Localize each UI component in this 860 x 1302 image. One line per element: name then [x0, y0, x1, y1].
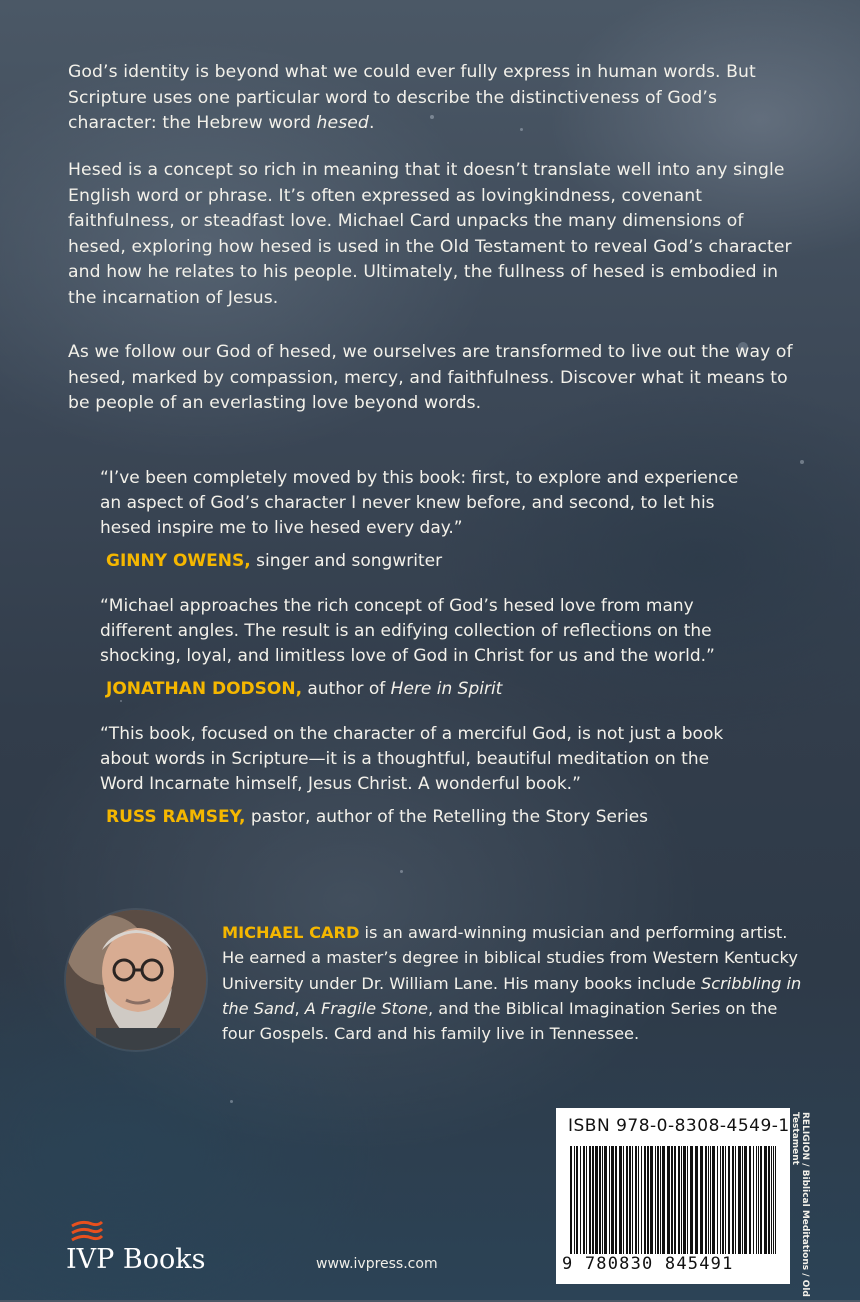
isbn-digits: 9 780830 845491 [562, 1254, 734, 1274]
author-name: MICHAEL CARD [222, 923, 360, 942]
publisher-url[interactable]: www.ivpress.com [316, 1256, 438, 1272]
endorsement-quote-2: “Michael approaches the rich concept of God’s hesed love from many different angles. The result is an edifying collection of reflections on the shocking, loyal, and limitless love of God in Christ for us and the world.” [100, 596, 715, 666]
author-photo [66, 910, 206, 1050]
description-paragraph-2: Hesed is a concept so rich in meaning that it doesn’t translate well into any single English word or phrase. It’s often expressed as lovingkindness, covenant faithfulness, or steadfast love. Michael Card unpacks the many dimensions of hesed, exploring how hesed is used in the Old Testament to reveal God’s character and how he relates to his people. Ultimately, the fullness of hesed is embodied in the incarnation of Jesus. [68, 160, 792, 308]
endorsement-quote-3: “This book, focused on the character of a merciful God, is not just a book about words in Scripture—it is a thoughtful, beautiful meditation on the Word Incarnate himself, Jesus Christ. A wonderful book.” [100, 724, 724, 794]
description-paragraph-3: As we follow our God of hesed, we ourselves are transformed to live out the way of hesed, marked by compassion, mercy, and faithfulness. Discover what it means to be people of an everlasting love beyond words. [68, 342, 793, 413]
endorser-name: JONATHAN DODSON, [106, 679, 303, 699]
publisher-logo [66, 1218, 216, 1280]
category-label: RELIGION / Biblical Meditations / Old Testament [790, 1112, 810, 1297]
publisher-name: IVP Books [66, 1244, 206, 1275]
endorsement-attribution-2: JONATHAN DODSON, author of Here in Spirit [106, 679, 503, 699]
hesed-word: hesed [316, 113, 369, 133]
endorser-name: GINNY OWENS, [106, 551, 251, 571]
endorsement-attribution-3: RUSS RAMSEY, pastor, author of the Retelling the Story Series [106, 807, 649, 827]
publisher-flame-icon [70, 1218, 104, 1244]
isbn-barcode [556, 1108, 790, 1284]
author-bio: MICHAEL CARD is an award-winning musician and performing artist. He earned a master’s degree in biblical studies from Western Kentucky University under Dr. William Lane. His many books include Scribbling in the Sand, A Fragile Stone, and the Biblical Imagination Series on the four Gospels. Card and his family live in Tennessee. [222, 923, 802, 1044]
barcode-bars [570, 1146, 780, 1254]
endorser-name: RUSS RAMSEY, [106, 807, 246, 827]
endorsement-attribution-1: GINNY OWENS, singer and songwriter [106, 551, 443, 571]
isbn-label: ISBN 978-0-8308-4549-1 [568, 1116, 790, 1136]
endorsement-quote-1: “I’ve been completely moved by this book: first, to explore and experience an aspect of God’s character I never knew before, and second, to let his hesed inspire me to live hesed every day.” [100, 468, 739, 538]
description-paragraph-1: God’s identity is beyond what we could ever fully express in human words. But Scripture uses one particular word to describe the distinctiveness of God’s character: the Hebrew word hesed. [68, 62, 756, 133]
